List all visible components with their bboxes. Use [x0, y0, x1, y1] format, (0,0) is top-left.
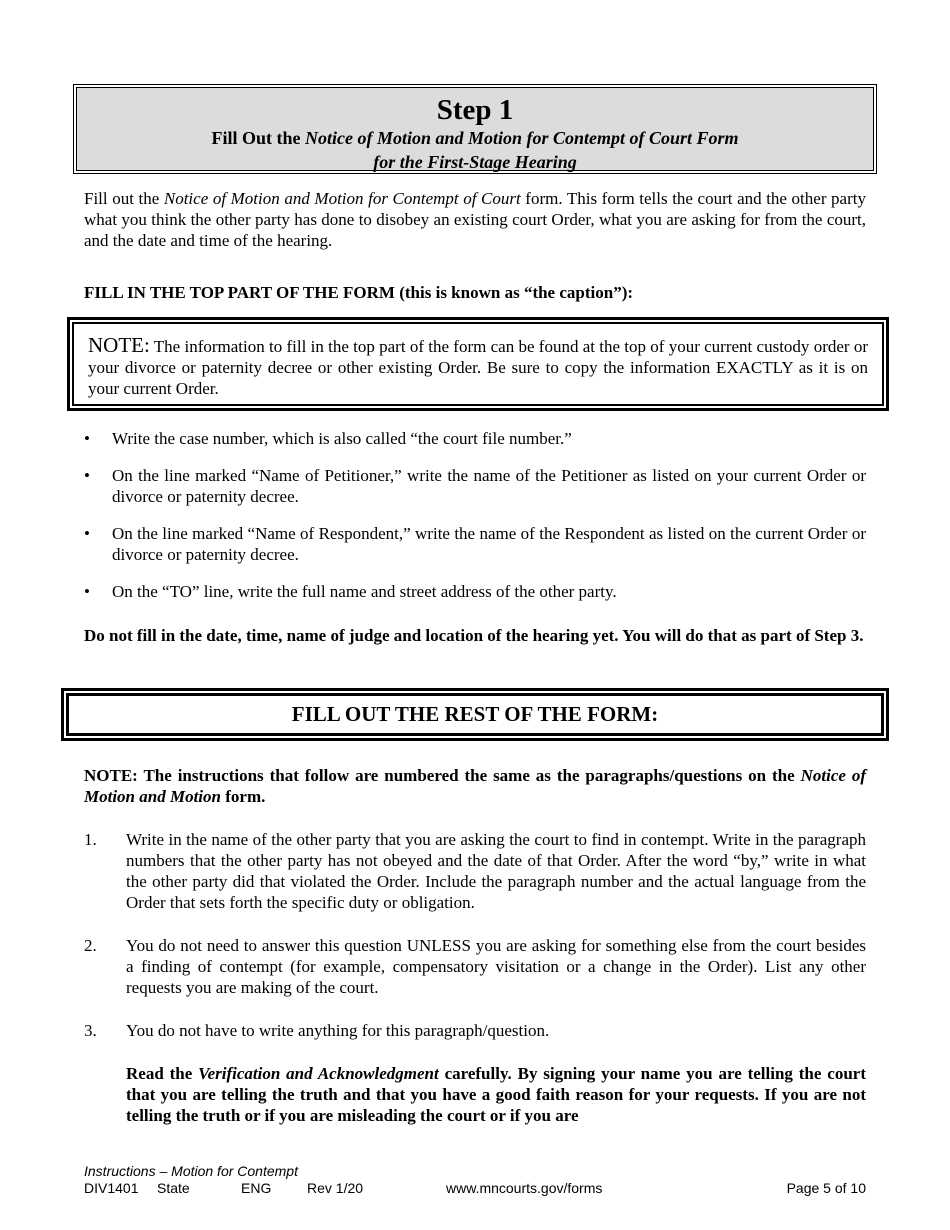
subtitle-prefix: Fill Out the	[211, 128, 305, 148]
note-text: The information to fill in the top part of the form can be found at the top of your current custody order or your divorce or paternity decree or other existing Order. Be sure to copy the information EXACTLY as it is on your current Order.	[88, 337, 868, 398]
footer-title: Instructions – Motion for Contempt	[84, 1163, 298, 1179]
bullet-icon: •	[84, 524, 90, 543]
verification-prefix: Read the	[126, 1064, 199, 1083]
item-number: 2.	[84, 936, 97, 955]
step-subtitle-line1	[77, 126, 873, 150]
bullet-text: On the line marked “Name of Respondent,” write the name of the Respondent as listed on the current Order or divorce or paternity decree.	[112, 524, 866, 564]
bullet-text: Write the case number, which is also called “the court file number.”	[112, 429, 572, 448]
rest-heading-box	[61, 688, 889, 741]
numbered-note-prefix: NOTE: The instructions that follow are numbered the same as the paragraphs/questions on the	[84, 766, 801, 785]
step-subtitle-line2	[77, 150, 873, 174]
numbered-note-suffix: form.	[221, 787, 266, 806]
verification-paragraph	[126, 1063, 866, 1126]
caption-heading: FILL IN THE TOP PART OF THE FORM (this is known as “the caption”):	[84, 283, 634, 302]
footer-row	[84, 1180, 866, 1197]
verification-form: Verification and Acknowledgment	[198, 1064, 439, 1083]
intro-form-name: Notice of Motion and Motion for Contempt of Court	[163, 189, 521, 208]
numbered-note-form: Notice of Motion and Motion	[84, 766, 866, 806]
intro-paragraph	[84, 188, 866, 251]
step-title: Step 1	[436, 94, 514, 126]
bullet-icon: •	[84, 429, 90, 448]
item-text: You do not need to answer this question UNLESS you are asking for something else from the court besides a finding of contempt (for example, compensatory visitation or a change in the Order). List any other requests you are making of the court.	[126, 936, 866, 997]
footer-language: ENG	[241, 1180, 272, 1196]
item-text: Write in the name of the other party that you are asking the court to find in contempt. Write in the paragraph numbers that the other party has not obeyed and the date of that Order. After the word “by,” write in what the other party did that violated the Order. Include the paragraph number and the actual language from the Order that sets forth the specific duty or obligation.	[126, 830, 866, 912]
numbered-note	[84, 765, 866, 807]
step-header-box	[73, 84, 877, 174]
footer-scope: State	[157, 1180, 190, 1196]
warning-paragraph: Do not fill in the date, time, name of judge and location of the hearing yet. You will do that as part of Step 3.	[84, 626, 864, 645]
intro-suffix: form. This form tells the court and the other party what you think the other party has done to disobey an existing court Order, what you are asking for from the court, and the date and time of the hearing.	[84, 189, 866, 250]
bullet-text: On the line marked “Name of Petitioner,” write the name of the Petitioner as listed on your current Order or divorce or paternity decree.	[112, 466, 866, 506]
footer-url: www.mncourts.gov/forms	[446, 1180, 603, 1196]
item-text: You do not have to write anything for this paragraph/question.	[126, 1021, 550, 1040]
footer	[84, 1163, 866, 1197]
footer-page: Page 5 of 10	[786, 1180, 866, 1196]
item-number: 3.	[84, 1021, 97, 1040]
subtitle-hearing: for the First-Stage Hearing	[373, 152, 577, 172]
verification-suffix: carefully. By signing your name you are telling the court that you are telling the truth and that you have a good faith reason for your requests. If you are not telling the truth or if you are misleading the court or if you are	[126, 1064, 866, 1125]
bullet-icon: •	[84, 466, 90, 485]
intro-prefix: Fill out the	[84, 189, 164, 208]
bullet-text: On the “TO” line, write the full name and street address of the other party.	[112, 582, 617, 601]
rest-heading: FILL OUT THE REST OF THE FORM:	[66, 693, 884, 736]
note-label: NOTE:	[88, 333, 150, 357]
item-number: 1.	[84, 830, 97, 849]
note-box-inner	[72, 322, 884, 406]
footer-form-code: DIV1401	[84, 1180, 139, 1196]
footer-revision: Rev 1/20	[307, 1180, 364, 1196]
note-box	[67, 317, 889, 411]
bullet-icon: •	[84, 582, 90, 601]
subtitle-form-name: Notice of Motion and Motion for Contempt of Court Form	[304, 128, 739, 148]
step-header-inner	[76, 87, 874, 171]
